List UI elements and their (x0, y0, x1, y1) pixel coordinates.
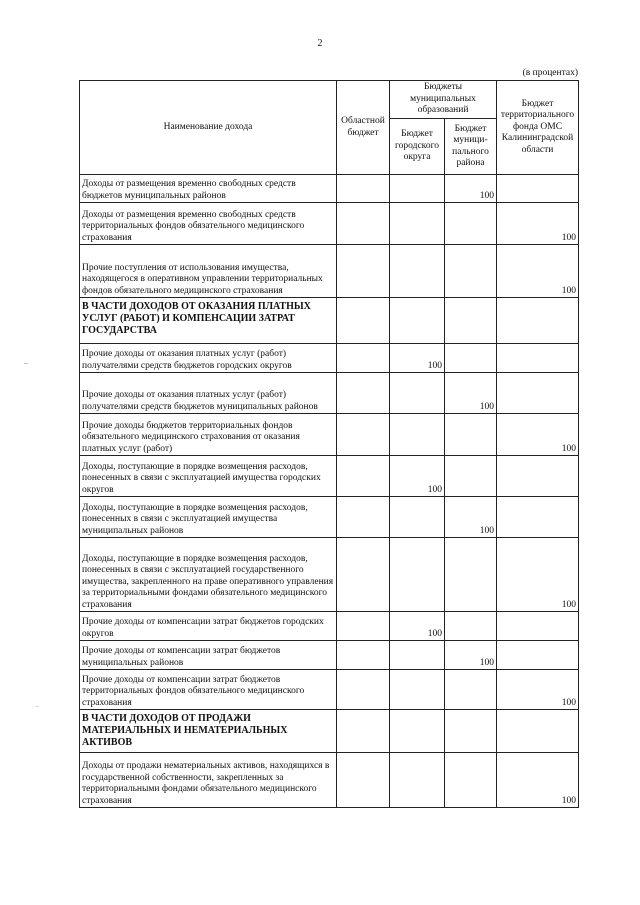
oms-fund-cell (497, 497, 579, 538)
municipal-district-cell (445, 298, 497, 344)
header-revenue-name: Наименование дохода (80, 81, 337, 175)
oms-fund-cell (497, 344, 579, 373)
municipal-district-cell (445, 245, 497, 298)
header-municipal-budgets: Бюджеты муниципальных образований (390, 81, 497, 119)
urban-district-cell (390, 245, 445, 298)
urban-district-cell (390, 298, 445, 344)
table-row (80, 175, 579, 203)
regional-budget-cell (337, 245, 390, 298)
section-header-row (80, 710, 579, 753)
municipal-district-cell (445, 414, 497, 456)
regional-budget-cell (337, 641, 390, 670)
urban-district-cell (390, 670, 445, 710)
revenue-name: Доходы, поступающие в порядке возмещения расходов, понесенных в связи с эксплуатацией имущества муниципальных районов (80, 497, 337, 538)
oms-fund-cell (497, 456, 579, 497)
header-oms-fund-budget: Бюджет территориального фонда ОМС Калининградской области (497, 81, 579, 175)
table-row (80, 497, 579, 538)
revenue-name: Прочие доходы бюджетов территориальных фондов обязательного медицинского страхования от оказания платных услуг (работ) (80, 414, 337, 456)
table-row (80, 414, 579, 456)
municipal-district-cell (445, 612, 497, 641)
municipal-district-cell: 100 (445, 373, 497, 414)
urban-district-cell: 100 (390, 344, 445, 373)
oms-fund-cell (497, 641, 579, 670)
regional-budget-cell (337, 414, 390, 456)
revenue-name: Доходы от продажи нематериальных активов, находящихся в государственной собственности, закрепленных за территориальными фондами обязательного медицинского страхования (80, 753, 337, 808)
section-header-row (80, 298, 579, 344)
section-title: В ЧАСТИ ДОХОДОВ ОТ ПРОДАЖИ МАТЕРИАЛЬНЫХ И НЕМАТЕРИАЛЬНЫХ АКТИВОВ (80, 710, 337, 753)
oms-fund-cell: 100 (497, 245, 579, 298)
urban-district-cell (390, 203, 445, 245)
header-urban-district-budget: Бюджет городского округа (390, 119, 445, 175)
urban-district-cell (390, 641, 445, 670)
table-body (80, 175, 579, 808)
table-row (80, 456, 579, 497)
oms-fund-cell (497, 175, 579, 203)
table-row (80, 344, 579, 373)
revenue-name: Прочие доходы от оказания платных услуг (работ) получателями средств бюджетов городских округов (80, 344, 337, 373)
regional-budget-cell (337, 373, 390, 414)
regional-budget-cell (337, 670, 390, 710)
municipal-district-cell (445, 344, 497, 373)
municipal-district-cell: 100 (445, 641, 497, 670)
regional-budget-cell (337, 612, 390, 641)
oms-fund-cell (497, 373, 579, 414)
urban-district-cell (390, 497, 445, 538)
margin-mark: – (24, 358, 28, 367)
oms-fund-cell (497, 612, 579, 641)
municipal-district-cell (445, 753, 497, 808)
units-note: (в процентах) (522, 68, 578, 78)
oms-fund-cell (497, 710, 579, 753)
municipal-district-cell (445, 710, 497, 753)
regional-budget-cell (337, 753, 390, 808)
urban-district-cell (390, 753, 445, 808)
oms-fund-cell: 100 (497, 753, 579, 808)
table-row (80, 373, 579, 414)
revenue-name: Прочие доходы от компенсации затрат бюджетов муниципальных районов (80, 641, 337, 670)
oms-fund-cell: 100 (497, 538, 579, 612)
municipal-district-cell (445, 456, 497, 497)
table-row (80, 538, 579, 612)
revenue-name: Доходы от размещения временно свободных средств территориальных фондов обязательного медицинского страхования (80, 203, 337, 245)
table-row (80, 203, 579, 245)
urban-district-cell (390, 175, 445, 203)
municipal-district-cell (445, 538, 497, 612)
revenue-distribution-table (79, 80, 579, 808)
regional-budget-cell (337, 175, 390, 203)
revenue-name: Доходы, поступающие в порядке возмещения расходов, понесенных в связи с эксплуатацией имущества городских округов (80, 456, 337, 497)
margin-mark: . (36, 700, 38, 709)
table-row (80, 612, 579, 641)
urban-district-cell (390, 538, 445, 612)
oms-fund-cell: 100 (497, 670, 579, 710)
revenue-name: Доходы от размещения временно свободных средств бюджетов муниципальных районов (80, 175, 337, 203)
regional-budget-cell (337, 538, 390, 612)
revenue-name: Прочие доходы от компенсации затрат бюджетов территориальных фондов обязательного медицинского страхования (80, 670, 337, 710)
regional-budget-cell (337, 344, 390, 373)
table-row (80, 641, 579, 670)
revenue-name: Прочие доходы от компенсации затрат бюджетов городских округов (80, 612, 337, 641)
regional-budget-cell (337, 203, 390, 245)
urban-district-cell (390, 710, 445, 753)
header-municipal-district-budget: Бюджет муници-пального района (445, 119, 497, 175)
page-number: 2 (317, 38, 323, 49)
revenue-name: Доходы, поступающие в порядке возмещения расходов, понесенных в связи с эксплуатацией государственного имущества, закрепленного на праве оперативного управления за территориальными фондами обязательного медицинского страхования (80, 538, 337, 612)
municipal-district-cell (445, 670, 497, 710)
urban-district-cell (390, 414, 445, 456)
municipal-district-cell: 100 (445, 497, 497, 538)
urban-district-cell (390, 373, 445, 414)
table-row (80, 753, 579, 808)
urban-district-cell: 100 (390, 612, 445, 641)
header-regional-budget: Областной бюджет (337, 81, 390, 175)
revenue-name: Прочие поступления от использования имущества, находящегося в оперативном управлении территориальных фондов обязательного медицинского страхования (80, 245, 337, 298)
oms-fund-cell: 100 (497, 203, 579, 245)
oms-fund-cell (497, 298, 579, 344)
municipal-district-cell: 100 (445, 175, 497, 203)
table-row (80, 245, 579, 298)
section-title: В ЧАСТИ ДОХОДОВ ОТ ОКАЗАНИЯ ПЛАТНЫХ УСЛУГ (РАБОТ) И КОМПЕНСАЦИИ ЗАТРАТ ГОСУДАРСТВА (80, 298, 337, 344)
oms-fund-cell: 100 (497, 414, 579, 456)
municipal-district-cell (445, 203, 497, 245)
regional-budget-cell (337, 710, 390, 753)
table-row (80, 670, 579, 710)
regional-budget-cell (337, 298, 390, 344)
regional-budget-cell (337, 497, 390, 538)
regional-budget-cell (337, 456, 390, 497)
urban-district-cell: 100 (390, 456, 445, 497)
revenue-name: Прочие доходы от оказания платных услуг (работ) получателями средств бюджетов муниципальных районов (80, 373, 337, 414)
